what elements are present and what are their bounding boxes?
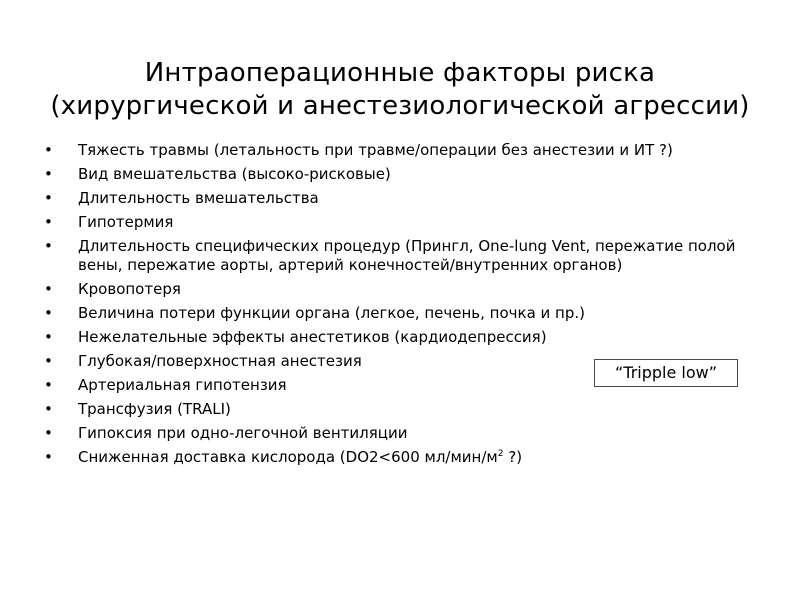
bullet-item bbox=[40, 304, 740, 323]
bullet-item bbox=[40, 189, 740, 208]
bullet-text: Нежелательные эффекты анестетиков (кардиодепрессия) bbox=[78, 328, 547, 346]
bullet-suffix: ?) bbox=[503, 448, 523, 466]
tripple-low-callout: “Tripple low” bbox=[594, 359, 738, 387]
bullet-dot-icon: • bbox=[44, 141, 53, 159]
bullet-item bbox=[40, 213, 740, 232]
bullet-dot-icon: • bbox=[44, 304, 53, 322]
bullet-item bbox=[40, 424, 740, 443]
bullet-text: Сниженная доставка кислорода (DO2<600 мл/мин/м bbox=[78, 448, 498, 466]
bullet-dot-icon: • bbox=[44, 213, 53, 231]
bullet-item bbox=[40, 280, 740, 299]
bullet-dot-icon: • bbox=[44, 400, 53, 418]
bullet-text: Длительность вмешательства bbox=[78, 189, 319, 207]
title-line-2: (хирургической и анестезиологической агрессии) bbox=[50, 91, 750, 122]
bullet-text: Трансфузия (TRALI) bbox=[78, 400, 231, 418]
bullet-item bbox=[40, 165, 740, 184]
bullet-dot-icon: • bbox=[44, 376, 53, 394]
bullet-dot-icon: • bbox=[44, 280, 53, 298]
bullet-text: Тяжесть травмы (летальность при травме/операции без анестезии и ИТ ?) bbox=[78, 141, 673, 159]
bullet-dot-icon: • bbox=[44, 328, 53, 346]
bullet-text: Величина потери функции органа (легкое, печень, почка и пр.) bbox=[78, 304, 585, 322]
bullet-text: Артериальная гипотензия bbox=[78, 376, 287, 394]
bullet-item bbox=[40, 448, 740, 467]
bullet-list bbox=[40, 141, 740, 472]
bullet-text: Вид вмешательства (высоко-рисковые) bbox=[78, 165, 391, 183]
bullet-dot-icon: • bbox=[44, 424, 53, 442]
bullet-dot-icon: • bbox=[44, 189, 53, 207]
bullet-text: Гипотермия bbox=[78, 213, 174, 231]
bullet-item bbox=[40, 328, 740, 347]
bullet-dot-icon: • bbox=[44, 352, 53, 370]
bullet-dot-icon: • bbox=[44, 448, 53, 466]
bullet-dot-icon: • bbox=[44, 165, 53, 183]
bullet-item bbox=[40, 400, 740, 419]
bullet-dot-icon: • bbox=[44, 237, 53, 255]
title-line-1: Интраоперационные факторы риска bbox=[144, 58, 656, 89]
bullet-superscript: 2 bbox=[497, 449, 504, 459]
bullet-text: Кровопотеря bbox=[78, 280, 181, 298]
bullet-item bbox=[40, 237, 740, 275]
bullet-text: Гипоксия при одно-легочной вентиляции bbox=[78, 424, 408, 442]
bullet-item bbox=[40, 141, 740, 160]
bullet-text: Глубокая/поверхностная анестезия bbox=[78, 352, 362, 370]
bullet-text: Длительность специфических процедур (Прингл, One-lung Vent, пережатие полой вены, пережатие аорты, артерий конечностей/внутренних органов) bbox=[78, 237, 736, 274]
slide-title bbox=[0, 57, 800, 123]
